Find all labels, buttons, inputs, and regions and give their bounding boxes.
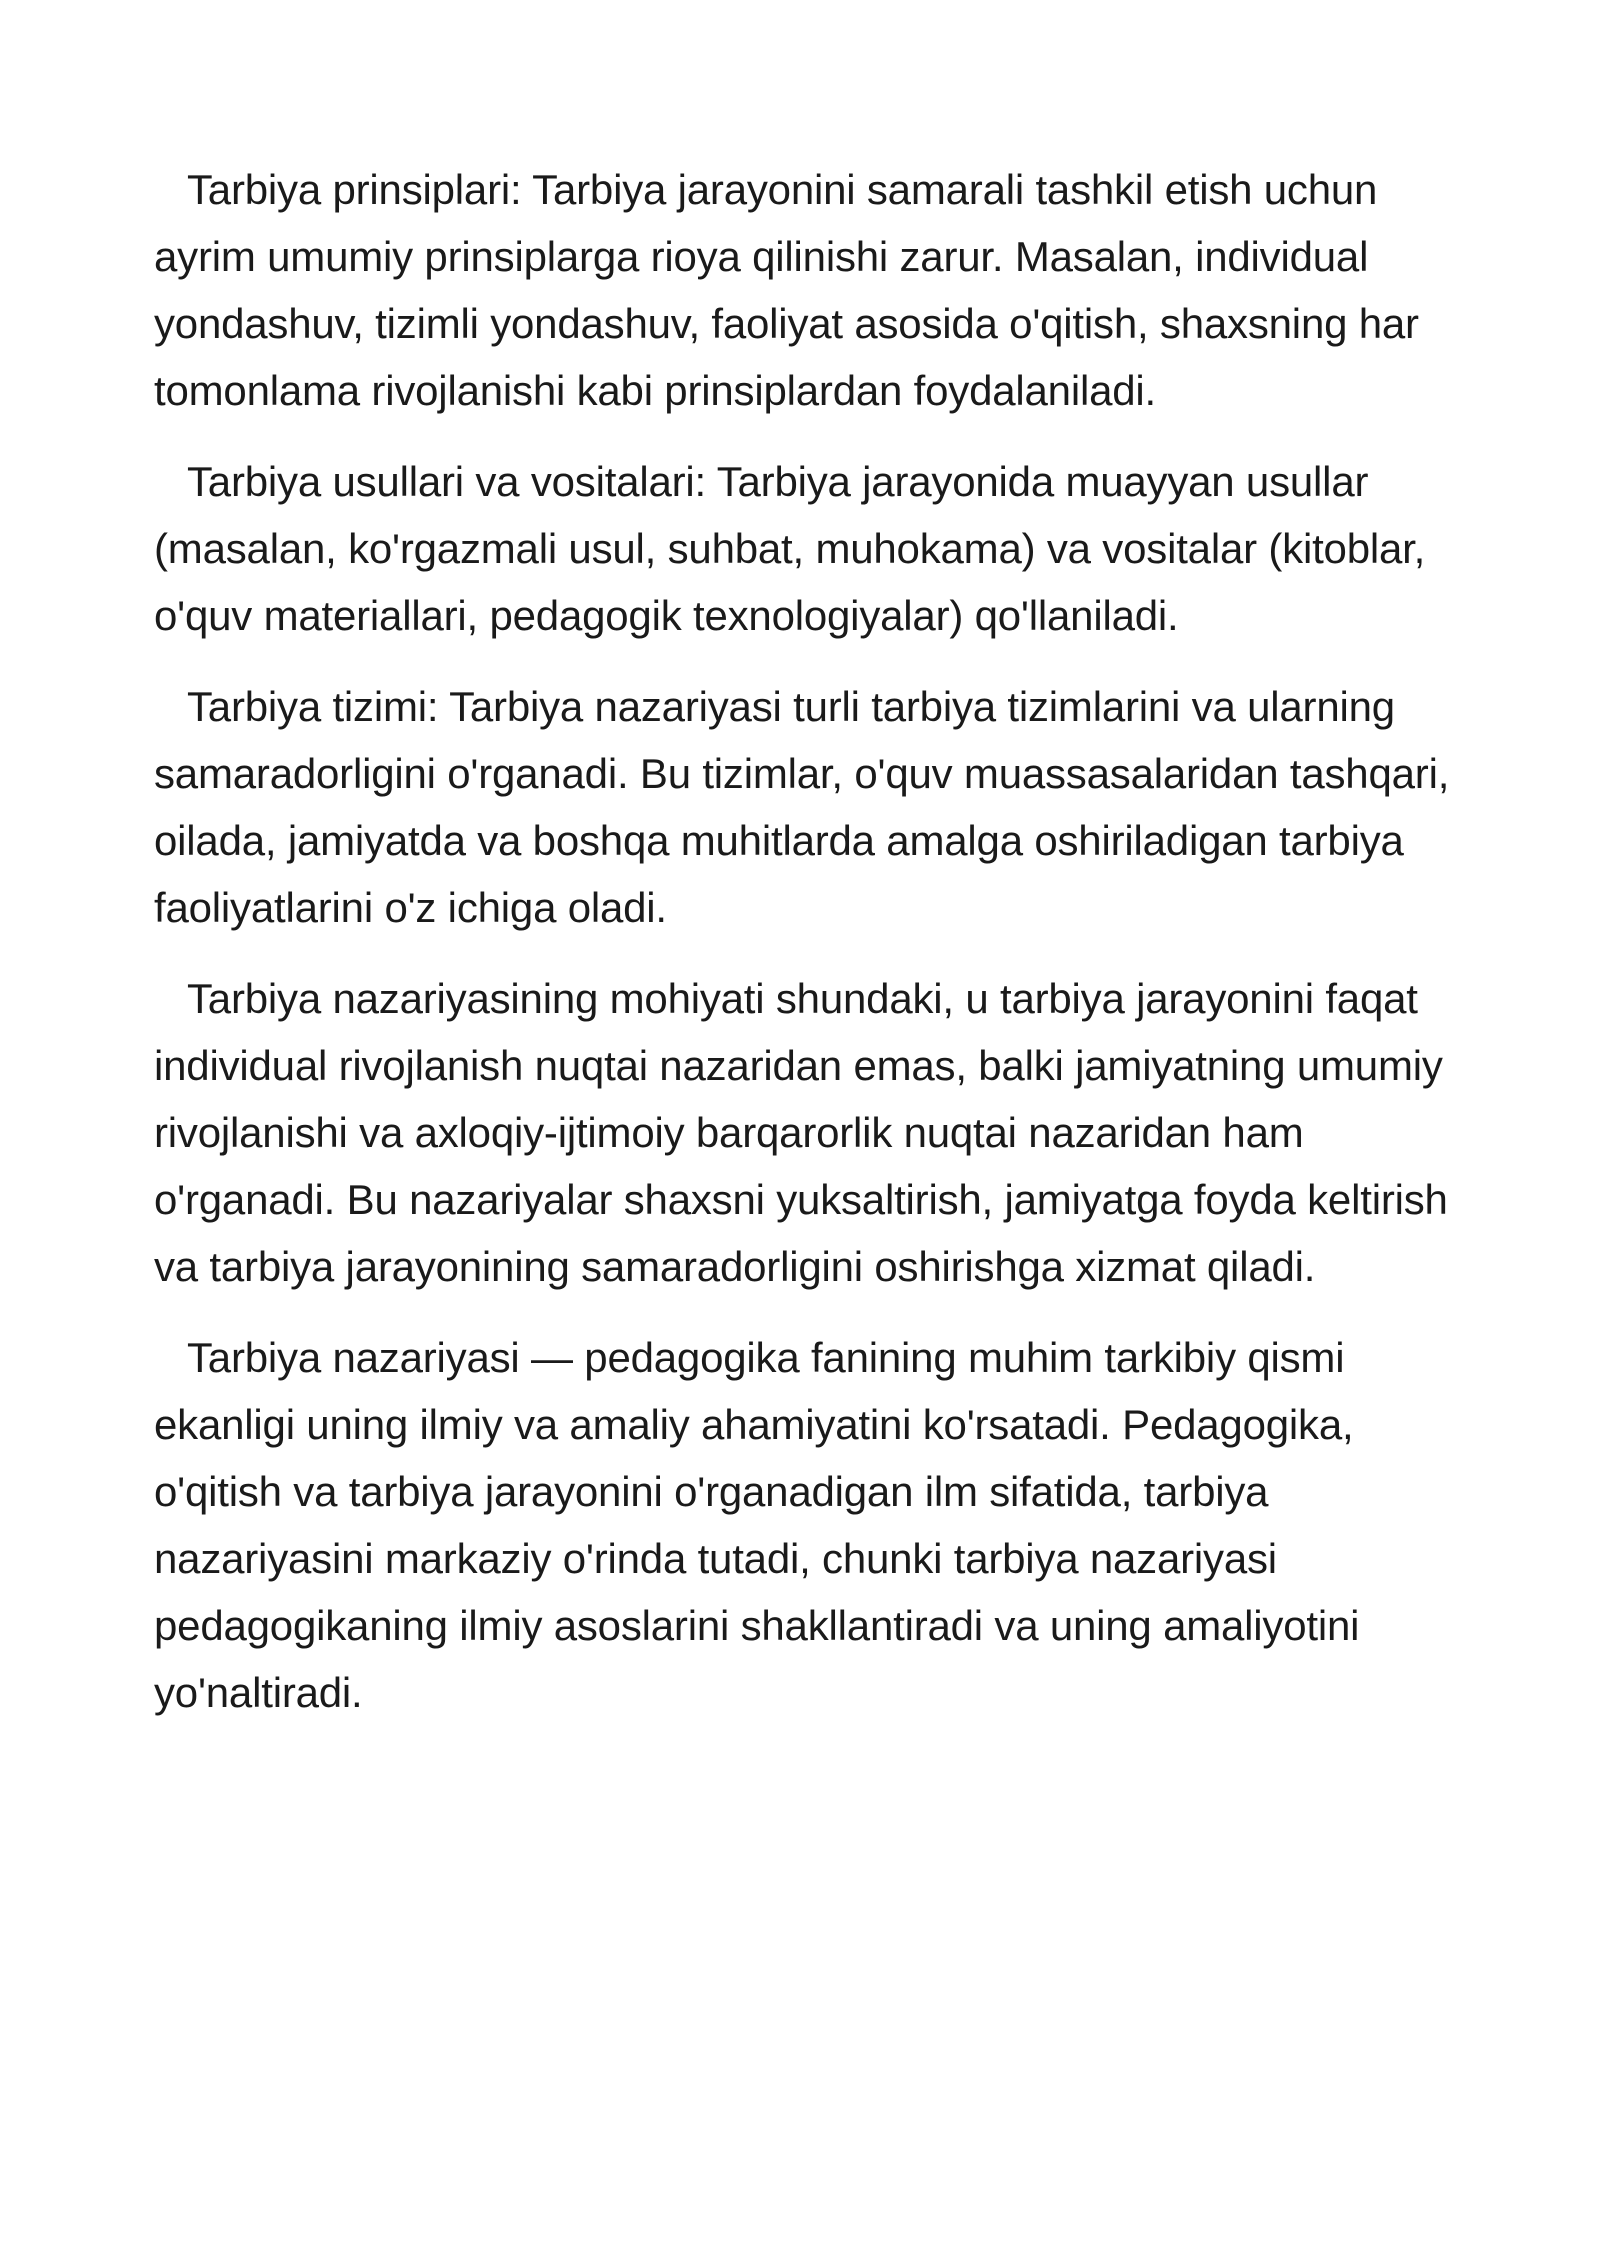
document-body (154, 156, 1464, 1750)
paragraph-principles: Tarbiya prinsiplari: Tarbiya jarayonini samarali tashkil etish uchun ayrim umumiy prinsiplarga rioya qilinishi zarur. Masalan, individual yondashuv, tizimli yondashuv, faoliyat asosida o'qitish, shaxsning har tomonlama rivojlanishi kabi prinsiplardan foydalaniladi. (154, 166, 1419, 414)
paragraph-methods: Tarbiya usullari va vositalari: Tarbiya jarayonida muayyan usullar (masalan, ko'rgazmali usul, suhbat, muhokama) va vositalar (kitoblar, o'quv materiallari, pedagogik texnologiyalar) qo'llaniladi. (154, 458, 1426, 639)
paragraph-pedagogy: Tarbiya nazariyasi — pedagogika fanining muhim tarkibiy qismi ekanligi uning ilmiy va amaliy ahamiyatini ko'rsatadi. Pedagogika, o'qitish va tarbiya jarayonini o'rganadigan ilm sifatida, tarbiya nazariyasini markaziy o'rinda tutadi, chunki tarbiya nazariyasi pedagogikaning ilmiy asoslarini shakllantiradi va uning amaliyotini yo'naltiradi. (154, 1334, 1360, 1716)
paragraph-system: Tarbiya tizimi: Tarbiya nazariyasi turli tarbiya tizimlarini va ularning samaradorligini o'rganadi. Bu tizimlar, o'quv muassasalaridan tashqari, oilada, jamiyatda va boshqa muhitlarda amalga oshiriladigan tarbiya faoliyatlarini o'z ichiga oladi. (154, 683, 1450, 931)
paragraph-essence: Tarbiya nazariyasining mohiyati shundaki, u tarbiya jarayonini faqat individual rivojlanish nuqtai nazaridan emas, balki jamiyatning umumiy rivojlanishi va axloqiy-ijtimoiy barqarorlik nuqtai nazaridan ham o'rganadi. Bu nazariyalar shaxsni yuksaltirish, jamiyatga foyda keltirish va tarbiya jarayonining samaradorligini oshirishga xizmat qiladi. (154, 975, 1448, 1290)
